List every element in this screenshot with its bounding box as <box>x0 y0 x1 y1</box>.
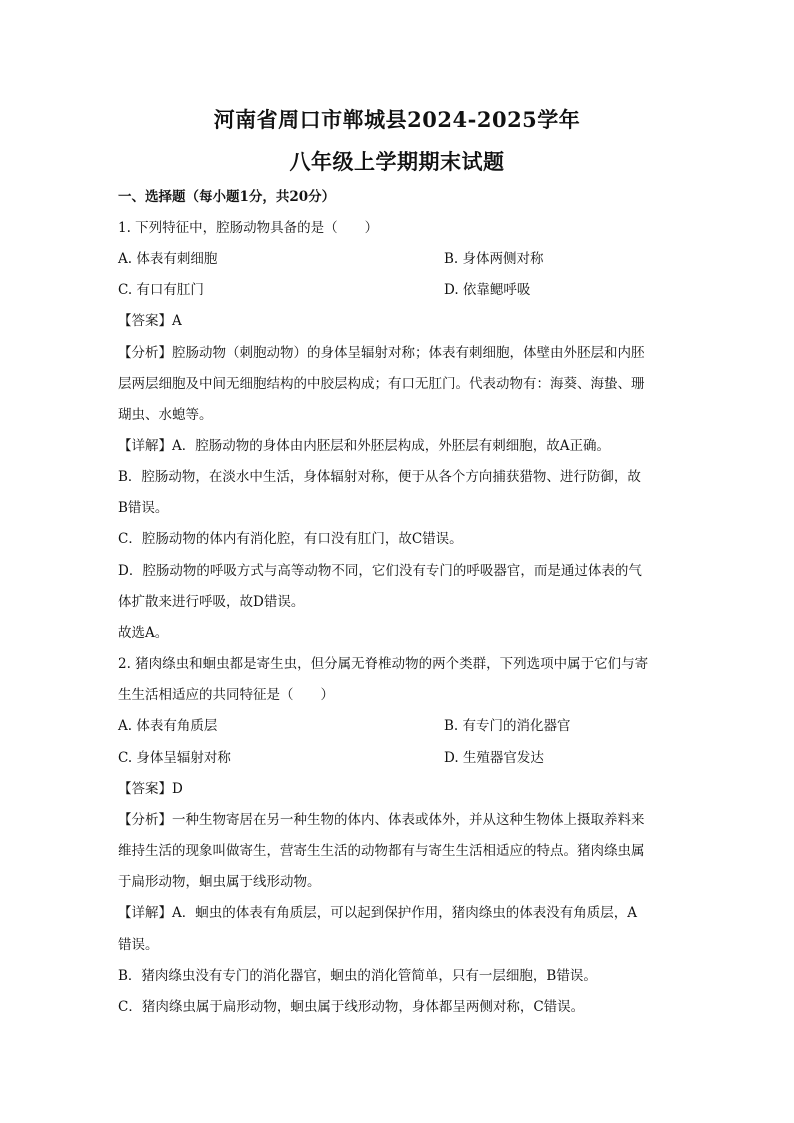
q2-option-b: B. 有专门的消化器官 <box>444 718 571 734</box>
q1-option-c: C. 有口有肛门 <box>118 282 204 298</box>
section-heading: 一、选择题（每小题1分，共20分） <box>118 189 336 205</box>
q1-option-a: A. 体表有刺细胞 <box>118 251 218 267</box>
q2-stem-line: 2. 猪肉绦虫和蛔虫都是寄生虫，但分属无脊椎动物的两个类群，下列选项中属于它们与寄 <box>118 656 649 672</box>
q1-option-d: D. 依靠鳃呼吸 <box>444 282 531 298</box>
q1-detail-line: B．腔肠动物，在淡水中生活，身体辐射对称，便于从各个方向捕获猎物、进行防御，故 <box>118 469 641 485</box>
q2-option-a: A. 体表有角质层 <box>118 718 218 734</box>
document-title-line1: 河南省周口市郸城县2024-2025学年 <box>213 107 581 132</box>
q2-option-d: D. 生殖器官发达 <box>444 750 544 766</box>
q2-detail-line: 【详解】A．蛔虫的体表有角质层，可以起到保护作用，猪肉绦虫的体表没有角质层，A <box>118 905 637 921</box>
q1-detail-line: 【详解】A．腔肠动物的身体由内胚层和外胚层构成，外胚层有刺细胞，故A正确。 <box>118 438 610 454</box>
q2-answer: 【答案】D <box>118 781 183 797</box>
q2-detail-line: C．猪肉绦虫属于扁形动物，蛔虫属于线形动物，身体都呈两侧对称，C错误。 <box>118 999 585 1015</box>
q1-option-b: B. 身体两侧对称 <box>444 251 544 267</box>
q1-detail-line: 体扩散来进行呼吸，故D错误。 <box>118 594 305 610</box>
q1-answer: 【答案】A <box>118 313 182 329</box>
q2-analysis-line: 于扁形动物，蛔虫属于线形动物。 <box>118 874 321 890</box>
q2-analysis-line: 【分析】一种生物寄居在另一种生物的体内、体表或体外，并从这种生物体上摄取养料来 <box>118 812 645 828</box>
q2-detail-line: B．猪肉绦虫没有专门的消化器官，蛔虫的消化管简单，只有一层细胞，B错误。 <box>118 968 597 984</box>
q2-analysis-line: 维持生活的现象叫做寄生，营寄生生活的动物都有与寄生生活相适应的特点。猪肉绦虫属 <box>118 843 645 859</box>
q2-detail-line: 错误。 <box>118 937 159 953</box>
q2-stem-line: 生生活相适应的共同特征是（ ） <box>118 687 334 703</box>
q2-option-c: C. 身体呈辐射对称 <box>118 750 231 766</box>
q1-analysis-line: 【分析】腔肠动物（刺胞动物）的身体呈辐射对称；体表有刺细胞，体壁由外胚层和内胚 <box>118 345 645 361</box>
q1-analysis-line: 层两层细胞及中间无细胞结构的中胶层构成；有口无肛门。代表动物有：海葵、海蛰、珊 <box>118 376 645 392</box>
q1-detail-line: D．腔肠动物的呼吸方式与高等动物不同，它们没有专门的呼吸器官，而是通过体表的气 <box>118 563 642 579</box>
q1-analysis-line: 瑚虫、水螅等。 <box>118 407 213 423</box>
q1-detail-line: C．腔肠动物的体内有消化腔，有口没有肛门，故C错误。 <box>118 531 463 547</box>
q1-detail-line: B错误。 <box>118 500 169 516</box>
q1-stem: 1. 下列特征中，腔肠动物具备的是（ ） <box>118 220 379 236</box>
q1-conclusion: 故选A。 <box>118 625 169 641</box>
document-title-line2: 八年级上学期期末试题 <box>289 149 505 174</box>
